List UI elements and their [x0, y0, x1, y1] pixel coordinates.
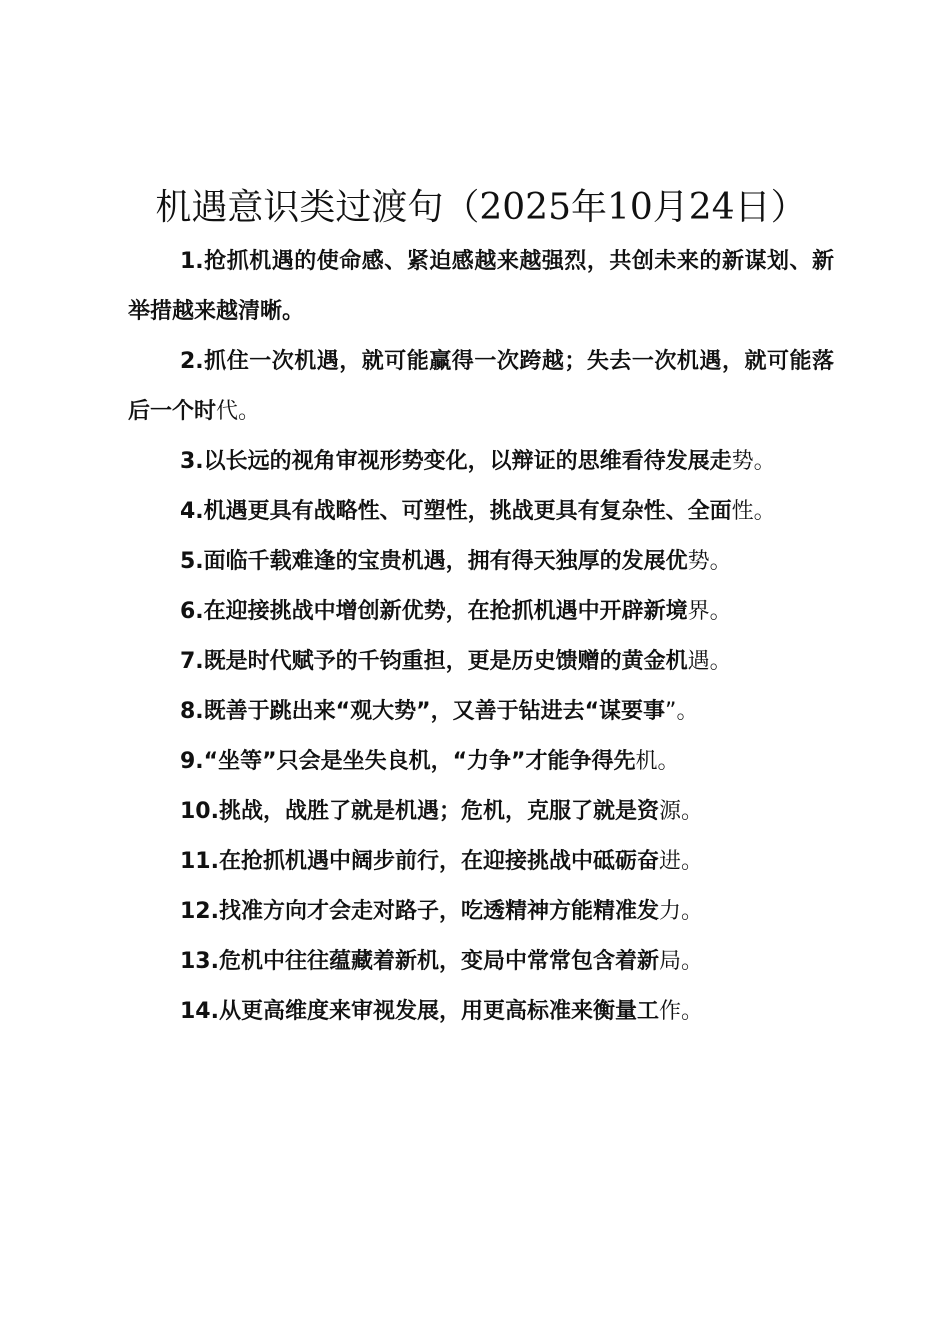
list-item: [128, 437, 834, 487]
list-item: [128, 537, 834, 587]
sentence-tail: 局。: [658, 949, 703, 974]
sentence-tail: 势。: [687, 549, 732, 574]
list-item: [128, 987, 834, 1037]
list-item: [128, 487, 834, 537]
list-item: [128, 937, 834, 987]
list-item: [128, 737, 834, 787]
sentence-text: 4.机遇更具有战略性、可塑性，挑战更具有复杂性、全面: [180, 499, 732, 524]
list-item: [128, 337, 834, 437]
sentence-tail: 作。: [658, 999, 703, 1024]
sentence-text: 8.既善于跳出来“观大势”，又善于钻进去“谋要事: [180, 699, 666, 724]
sentence-text: 3.以长远的视角审视形势变化，以辩证的思维看待发展走: [180, 449, 732, 474]
sentence-text: 13.危机中往往蕴藏着新机，变局中常常包含着新: [180, 949, 659, 974]
sentence-tail: 机。: [635, 749, 680, 774]
list-item: [128, 237, 834, 337]
sentence-text: 2.抓住一次机遇，就可能赢得一次跨越；失去一次机遇，就可能落后一个时: [128, 349, 834, 424]
sentence-text: 7.既是时代赋予的千钧重担，更是历史馈赠的黄金机: [180, 649, 688, 674]
sentence-tail: 源。: [658, 799, 703, 824]
list-item: [128, 637, 834, 687]
sentence-tail: 性。: [731, 499, 776, 524]
sentence-tail: 力。: [658, 899, 703, 924]
list-item: [128, 887, 834, 937]
sentence-tail: ”。: [665, 699, 699, 724]
sentence-text: 1.抢抓机遇的使命感、紧迫感越来越强烈，共创未来的新谋划、新举措越来越清晰。: [128, 249, 834, 324]
sentence-text: 11.在抢抓机遇中阔步前行，在迎接挑战中砥砺奋: [180, 849, 659, 874]
sentence-text: 12.找准方向才会走对路子，吃透精神方能精准发: [180, 899, 659, 924]
sentence-tail: 代。: [216, 399, 261, 424]
sentence-tail: 进。: [658, 849, 703, 874]
sentence-tail: 界。: [687, 599, 732, 624]
document-title: 机遇意识类过渡句（2025年10月24日）: [155, 187, 807, 228]
sentence-text: 5.面临千载难逢的宝贵机遇，拥有得天独厚的发展优: [180, 549, 688, 574]
sentence-list: [128, 237, 834, 1037]
sentence-text: 14.从更高维度来审视发展，用更高标准来衡量工: [180, 999, 659, 1024]
list-item: [128, 787, 834, 837]
sentence-tail: 遇。: [687, 649, 732, 674]
sentence-text: 10.挑战，战胜了就是机遇；危机，克服了就是资: [180, 799, 659, 824]
document-page: [128, 183, 834, 1037]
sentence-text: 9.“坐等”只会是坐失良机，“力争”才能争得先: [180, 749, 636, 774]
sentence-tail: 势。: [731, 449, 776, 474]
sentence-text: 6.在迎接挑战中增创新优势，在抢抓机遇中开辟新境: [180, 599, 688, 624]
list-item: [128, 837, 834, 887]
list-item: [128, 687, 834, 737]
list-item: [128, 587, 834, 637]
